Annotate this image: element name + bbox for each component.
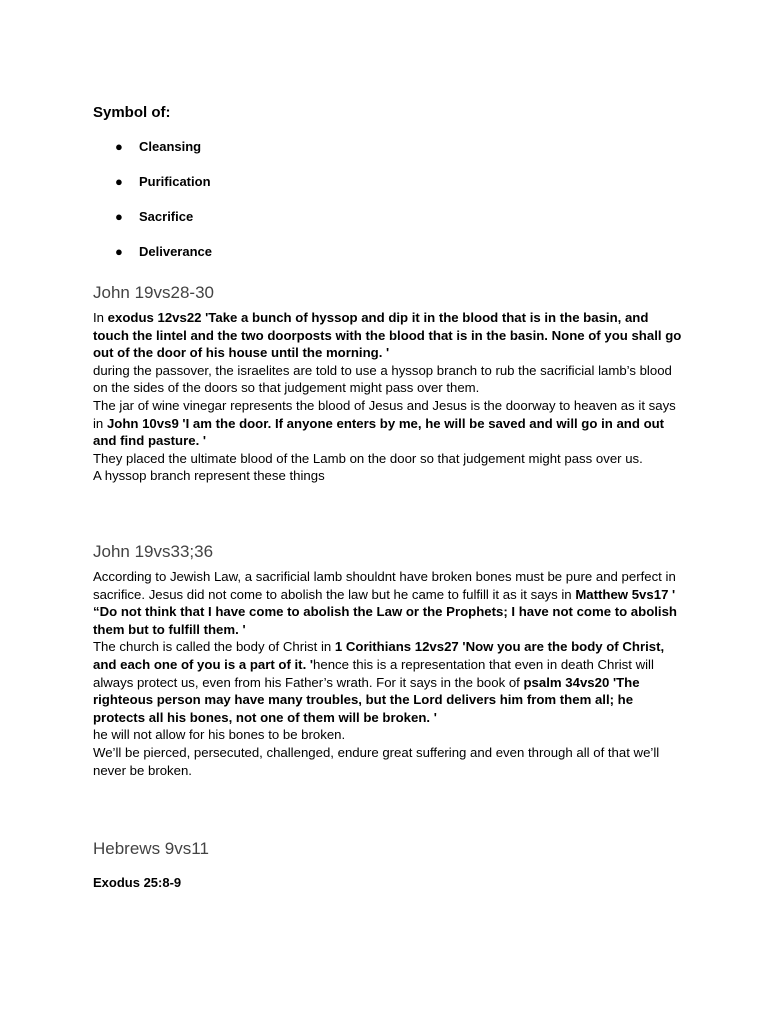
- section-body-john-19-33: [93, 568, 683, 779]
- paragraph: [93, 397, 683, 450]
- paragraph: [93, 309, 683, 362]
- scripture-quote: exodus 12vs22 'Take a bunch of hyssop and dip it in the blood that is in the basin, and touch the lintel and the two doorposts with the blood that is in the basin. None of you shall go out of the door of his house until the morning. ': [93, 310, 682, 361]
- list-item: [115, 243, 212, 278]
- symbol-heading: Symbol of:: [93, 104, 171, 121]
- list-item-label: Sacrifice: [139, 209, 194, 224]
- list-item: [115, 138, 212, 173]
- bullet-icon: ●: [115, 139, 123, 154]
- section-heading-john-19-28: John 19vs28-30: [93, 283, 214, 302]
- scripture-reference: Exodus 25:8-9: [93, 875, 182, 890]
- paragraph: he will not allow for his bones to be broken.: [93, 727, 346, 743]
- list-item-label: Cleansing: [139, 139, 202, 154]
- list-item-label: Deliverance: [139, 244, 212, 259]
- section-heading-john-19-33: John 19vs33;36: [93, 542, 214, 561]
- list-item-label: Purification: [139, 174, 211, 189]
- list-item: [115, 208, 212, 243]
- scripture-quote: 1 Corithians 12vs27 'Now you are the body of Christ, and each one of you is a part of it. ': [93, 639, 665, 672]
- paragraph: [93, 638, 683, 726]
- bullet-icon: ●: [115, 244, 123, 259]
- text: In: [93, 310, 108, 325]
- paragraph: A hyssop branch represent these things: [93, 468, 325, 484]
- bullet-icon: ●: [115, 209, 123, 224]
- paragraph: during the passover, the israelites are told to use a hyssop branch to rub the sacrificial lamb’s blood on the sides of the doors so that judgement might pass over them.: [93, 362, 672, 396]
- paragraph: [93, 568, 683, 638]
- symbol-list: [115, 138, 212, 278]
- scripture-quote: Matthew 5vs17 ' “Do not think that I have come to abolish the Law or the Prophets; I have not come to abolish them but to fulfill them. ': [93, 586, 677, 637]
- paragraph: They placed the ultimate blood of the Lamb on the door so that judgement might pass over us.: [93, 450, 643, 466]
- scripture-quote: psalm 34vs20 'The righteous person may have many troubles, but the Lord delivers him from them all; he protects all his bones, not one of them will be broken. ': [93, 674, 640, 725]
- scripture-quote: John 10vs9 'I am the door. If anyone enters by me, he will be saved and will go in and out and find pasture. ': [93, 415, 665, 449]
- text: hence this is a representation that even in death Christ will always protect us, even from his Father’s wrath. For it says in the book of: [93, 656, 654, 690]
- bullet-icon: ●: [115, 174, 123, 189]
- text: According to Jewish Law, a sacrificial lamb shouldnt have broken bones must be pure and perfect in sacrifice. Jesus did not come to abolish the law but he came to fulfill it as it says in: [93, 569, 676, 602]
- paragraph: We’ll be pierced, persecuted, challenged, endure great suffering and even through all of that we’ll never be broken.: [93, 744, 660, 778]
- section-heading-hebrews-9-11: Hebrews 9vs11: [93, 839, 209, 858]
- list-item: [115, 173, 212, 208]
- section-body-john-19-28: [93, 309, 683, 485]
- text: The jar of wine vinegar represents the blood of Jesus and Jesus is the doorway to heaven as it says in: [93, 397, 676, 431]
- text: The church is called the body of Christ in: [93, 639, 335, 655]
